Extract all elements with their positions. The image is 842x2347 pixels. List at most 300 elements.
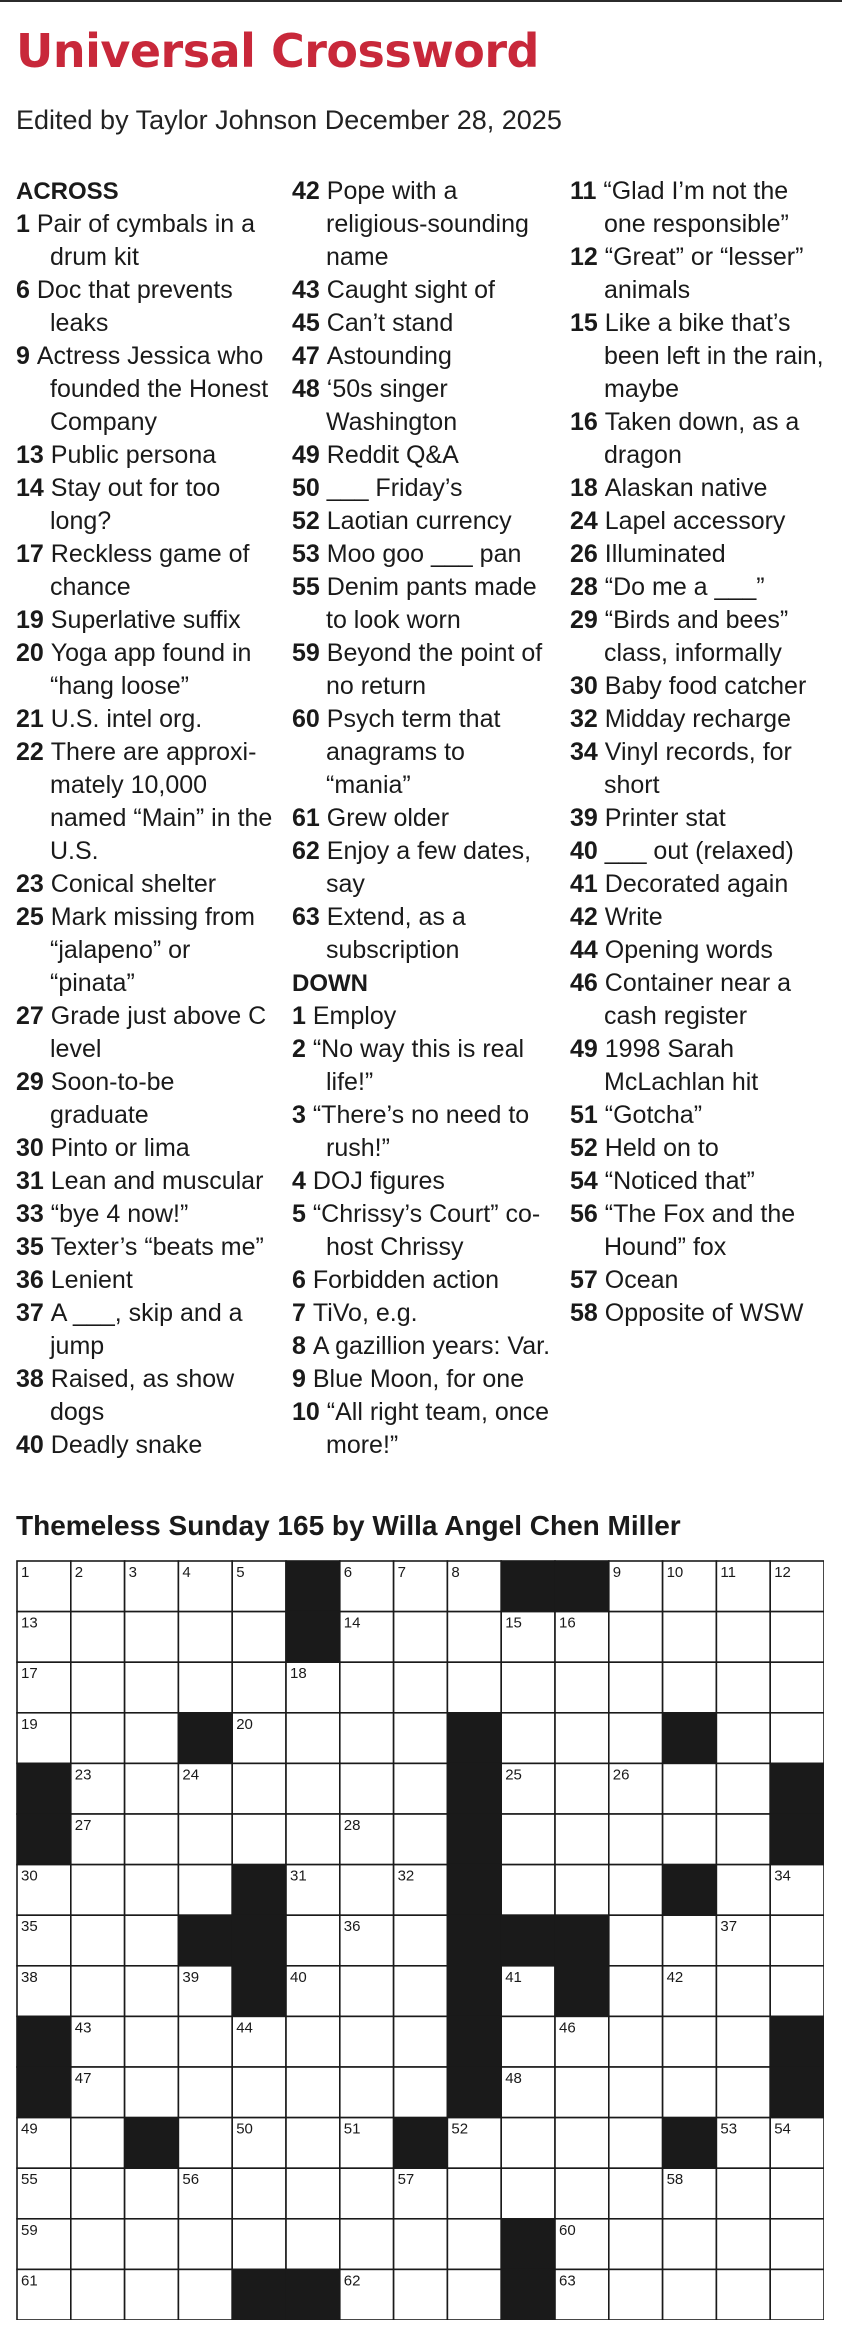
grid-cell[interactable] [663, 2269, 717, 2320]
clue-number: 42 [292, 177, 327, 205]
clue-column-1 [16, 175, 278, 1462]
grid-cell[interactable] [609, 1713, 663, 1764]
grid-cell[interactable] [501, 2118, 555, 2169]
across-clue-19 [16, 604, 278, 637]
grid-cell[interactable] [125, 1865, 179, 1916]
clue-number: 41 [570, 870, 605, 898]
cell-number: 36 [343, 1918, 361, 1936]
grid-cell[interactable] [232, 1814, 286, 1865]
grid-cell[interactable] [232, 1612, 286, 1663]
grid-cell[interactable] [716, 1763, 770, 1814]
grid-cell[interactable] [71, 2269, 125, 2320]
clue-text: Vinyl records, for short [604, 738, 792, 799]
clue-text: “Glad I’m not the one responsible” [603, 177, 789, 238]
cell-number: 25 [505, 1766, 522, 1784]
grid-cell[interactable] [71, 2118, 125, 2169]
clue-text: Astounding [326, 342, 452, 370]
grid-cell[interactable] [555, 1865, 609, 1916]
grid-cell[interactable] [394, 1763, 448, 1814]
down-heading: DOWN [292, 970, 368, 997]
grid-cell[interactable] [663, 1612, 717, 1663]
black-square [555, 1915, 609, 1966]
black-square [663, 2118, 717, 2169]
down-clue-24 [570, 505, 832, 538]
clue-number: 25 [16, 903, 51, 931]
black-square [17, 2016, 71, 2067]
clue-text: Taken down, as a dragon [604, 408, 800, 469]
grid-cell[interactable] [609, 1915, 663, 1966]
down-clue-51 [570, 1099, 832, 1132]
across-clue-38 [16, 1363, 278, 1429]
clue-number: 23 [16, 870, 51, 898]
grid-cell[interactable] [394, 1915, 448, 1966]
clue-text: A ___, skip and a jump [50, 1299, 243, 1360]
grid-cell[interactable] [501, 1713, 555, 1764]
grid-cell[interactable] [125, 1966, 179, 2017]
clue-text: Deadly snake [50, 1431, 203, 1459]
grid-cell[interactable] [178, 2067, 232, 2118]
cell-number: 51 [343, 2120, 361, 2138]
grid-cell[interactable] [178, 1865, 232, 1916]
grid-cell[interactable] [663, 2016, 717, 2067]
grid-cell[interactable] [394, 2016, 448, 2067]
grid-cell[interactable] [178, 2016, 232, 2067]
black-square [286, 2269, 340, 2320]
byline: Edited by Taylor Johnson December 28, 2025 [16, 105, 562, 135]
grid-cell[interactable] [71, 1713, 125, 1764]
grid-cell[interactable] [770, 1662, 824, 1713]
grid-cell[interactable] [501, 1662, 555, 1713]
grid-cell[interactable] [394, 2067, 448, 2118]
clue-number: 21 [16, 705, 51, 733]
clue-text: “Birds and bees” class, informally [604, 606, 789, 667]
clue-number: 6 [16, 276, 37, 304]
grid-cell[interactable] [609, 1612, 663, 1663]
grid-cell[interactable] [125, 2067, 179, 2118]
cell-number: 24 [182, 1766, 200, 1784]
down-clue-49 [570, 1033, 832, 1099]
clue-text: Opposite of WSW [604, 1299, 804, 1327]
grid-cell[interactable] [178, 1814, 232, 1865]
grid-cell[interactable] [555, 2168, 609, 2219]
grid-cell[interactable] [609, 1865, 663, 1916]
black-square [232, 1865, 286, 1916]
clue-text: DOJ figures [312, 1167, 445, 1195]
grid-cell[interactable] [555, 1814, 609, 1865]
cell-number: 62 [343, 2272, 361, 2290]
clue-text: Actress Jessica who founded the Honest Company [36, 342, 269, 436]
down-clue-41 [570, 868, 832, 901]
grid-cell[interactable] [716, 1662, 770, 1713]
grid-cell[interactable] [501, 1814, 555, 1865]
clue-number: 30 [570, 672, 605, 700]
grid-cell[interactable] [394, 1713, 448, 1764]
down-clue-3 [292, 1099, 554, 1165]
cell-number: 55 [21, 2171, 38, 2189]
grid-cell[interactable] [770, 2168, 824, 2219]
grid-cell[interactable] [394, 1814, 448, 1865]
grid-cell[interactable] [716, 1814, 770, 1865]
grid-cell[interactable] [232, 2067, 286, 2118]
clue-text: ‘50s singer Washington [326, 375, 458, 436]
clue-number: 42 [570, 903, 605, 931]
across-clue-29 [16, 1066, 278, 1132]
cell-number: 5 [236, 1564, 245, 1581]
clue-number: 9 [292, 1365, 313, 1393]
grid-cell[interactable] [178, 1662, 232, 1713]
cell-number: 6 [343, 1564, 353, 1581]
clue-text: A gazillion years: Var. [312, 1332, 551, 1360]
clue-number: 52 [570, 1134, 605, 1162]
grid-cell[interactable] [125, 1662, 179, 1713]
clue-text: Soon-to-be graduate [50, 1068, 175, 1129]
clue-number: 58 [570, 1299, 605, 1327]
grid-cell[interactable] [71, 2168, 125, 2219]
black-square [555, 1966, 609, 2017]
across-clue-27 [16, 1000, 278, 1066]
across-clue-49 [292, 439, 554, 472]
grid-cell[interactable] [716, 1713, 770, 1764]
grid-cell[interactable] [125, 1612, 179, 1663]
across-clue-47 [292, 340, 554, 373]
grid-cell[interactable] [232, 2168, 286, 2219]
clue-number: 34 [570, 738, 605, 766]
across-clue-37 [16, 1297, 278, 1363]
grid-cell[interactable] [609, 2269, 663, 2320]
grid-cell[interactable] [71, 2219, 125, 2270]
grid-cell[interactable] [394, 1966, 448, 2017]
clue-text: Lean and muscular [50, 1167, 264, 1195]
grid-cell[interactable] [716, 1612, 770, 1663]
across-clue-21 [16, 703, 278, 736]
black-square [232, 1966, 286, 2017]
clue-number: 29 [570, 606, 605, 634]
cell-number: 7 [397, 1564, 406, 1581]
down-clue-1 [292, 1000, 554, 1033]
cell-number: 4 [182, 1564, 191, 1581]
grid-cell[interactable] [609, 2219, 663, 2270]
cell-number: 46 [559, 2019, 576, 2037]
cell-number: 18 [290, 1665, 307, 1683]
grid-cell[interactable] [501, 2168, 555, 2219]
across-clue-30 [16, 1132, 278, 1165]
clue-text: Decorated again [604, 870, 789, 898]
down-clue-39 [570, 802, 832, 835]
grid-cell[interactable] [178, 1612, 232, 1663]
cell-number: 50 [236, 2120, 253, 2138]
cell-number: 32 [397, 1867, 415, 1885]
grid-cell[interactable] [770, 1713, 824, 1764]
across-clue-53 [292, 538, 554, 571]
grid-cell[interactable] [609, 1966, 663, 2017]
grid-cell[interactable] [663, 1814, 717, 1865]
clue-number: 16 [570, 408, 605, 436]
clue-text: Pair of cymbals in a drum kit [36, 210, 255, 271]
grid-cell[interactable] [125, 1915, 179, 1966]
grid-cell[interactable] [663, 2219, 717, 2270]
cell-number: 44 [236, 2019, 253, 2037]
cell-number: 49 [21, 2120, 38, 2138]
clue-number: 4 [292, 1167, 313, 1195]
black-square [770, 1763, 824, 1814]
clue-number: 59 [292, 639, 327, 667]
down-clue-46 [570, 967, 832, 1033]
grid-cell[interactable] [286, 1814, 340, 1865]
grid-cell[interactable] [501, 2016, 555, 2067]
clue-number: 46 [570, 969, 605, 997]
grid-cell[interactable] [340, 1662, 394, 1713]
cell-number: 8 [451, 1564, 460, 1581]
grid-cell[interactable] [232, 1662, 286, 1713]
grid-cell[interactable] [663, 1763, 717, 1814]
down-clue-18 [570, 472, 832, 505]
grid-cell[interactable] [125, 1763, 179, 1814]
clue-number: 27 [16, 1002, 51, 1030]
cell-number: 11 [720, 1564, 736, 1581]
grid-cell[interactable] [716, 1966, 770, 2017]
clue-number: 35 [16, 1233, 51, 1261]
grid-cell[interactable] [447, 2219, 501, 2270]
clue-text: “Great” or “lesser” animals [604, 243, 804, 304]
down-clue-5 [292, 1198, 554, 1264]
grid-cell[interactable] [716, 1865, 770, 1916]
grid-cell[interactable] [340, 2219, 394, 2270]
cell-number: 15 [505, 1614, 522, 1632]
clue-number: 36 [16, 1266, 51, 1294]
black-square [447, 1915, 501, 1966]
grid-cell[interactable] [609, 1814, 663, 1865]
clue-number: 40 [16, 1431, 51, 1459]
black-square [555, 1561, 609, 1612]
clue-text: Extend, as a subscription [326, 903, 466, 964]
grid-cell[interactable] [340, 1865, 394, 1916]
clue-number: 18 [570, 474, 605, 502]
down-clue-16 [570, 406, 832, 472]
grid-cell[interactable] [340, 1713, 394, 1764]
grid-cell[interactable] [716, 2168, 770, 2219]
cell-number: 10 [666, 1564, 684, 1581]
grid-cell[interactable] [286, 1713, 340, 1764]
cell-number: 40 [290, 1968, 307, 1986]
clue-number: 14 [16, 474, 51, 502]
down-clue-12 [570, 241, 832, 307]
grid-cell[interactable] [340, 1763, 394, 1814]
grid-cell[interactable] [340, 2067, 394, 2118]
across-clue-36 [16, 1264, 278, 1297]
across-clue-63 [292, 901, 554, 967]
grid-cell[interactable] [178, 2219, 232, 2270]
cell-number: 60 [559, 2221, 576, 2239]
grid-cell[interactable] [555, 2118, 609, 2169]
clue-text: Opening words [604, 936, 773, 964]
clue-text: Enjoy a few dates, say [326, 837, 532, 898]
clue-text: Lapel accessory [604, 507, 786, 535]
grid-cell[interactable] [340, 1966, 394, 2017]
clue-text: Doc that prevents leaks [36, 276, 233, 337]
across-clue-17 [16, 538, 278, 604]
clue-number: 48 [292, 375, 327, 403]
grid-cell[interactable] [447, 2269, 501, 2320]
cell-number: 1 [21, 1564, 30, 1581]
grid-cell[interactable] [663, 1662, 717, 1713]
grid-cell[interactable] [555, 1662, 609, 1713]
grid-cell[interactable] [555, 2067, 609, 2118]
cell-number: 28 [343, 1817, 361, 1834]
grid-cell[interactable] [125, 1713, 179, 1764]
clue-number: 61 [292, 804, 327, 832]
clue-number: 3 [292, 1101, 313, 1129]
grid-cell[interactable] [286, 2168, 340, 2219]
clue-text: Illuminated [604, 540, 726, 568]
grid-cell[interactable] [716, 2016, 770, 2067]
cell-number: 41 [505, 1968, 522, 1986]
grid-cell[interactable] [716, 2269, 770, 2320]
clue-text: Laotian currency [326, 507, 512, 535]
cell-number: 56 [182, 2171, 200, 2189]
grid-cell[interactable] [770, 1966, 824, 2017]
cell-number: 16 [559, 1614, 576, 1632]
clue-text: “Chrissy’s Court” co-host Chrissy [312, 1200, 541, 1261]
grid-cell[interactable] [232, 2219, 286, 2270]
black-square [447, 1763, 501, 1814]
grid-cell[interactable] [286, 1763, 340, 1814]
clue-number: 9 [16, 342, 37, 370]
grid-cell[interactable] [770, 2219, 824, 2270]
clue-text: Grade just above C level [50, 1002, 267, 1063]
grid-cell[interactable] [609, 2067, 663, 2118]
grid-cell[interactable] [394, 2269, 448, 2320]
clue-number: 56 [570, 1200, 605, 1228]
grid-cell[interactable] [286, 2067, 340, 2118]
clue-number: 49 [570, 1035, 605, 1063]
black-square [770, 2067, 824, 2118]
across-clue-14 [16, 472, 278, 538]
grid-cell[interactable] [340, 2016, 394, 2067]
grid-cell[interactable] [71, 1865, 125, 1916]
grid-cell[interactable] [125, 2168, 179, 2219]
clue-text: ___ out (relaxed) [604, 837, 794, 865]
grid-cell[interactable] [447, 1662, 501, 1713]
clue-number: 19 [16, 606, 51, 634]
grid-cell[interactable] [555, 1713, 609, 1764]
grid-cell[interactable] [609, 2118, 663, 2169]
black-square [232, 2269, 286, 2320]
clue-text: Yoga app found in “hang loose” [50, 639, 252, 700]
across-clue-45 [292, 307, 554, 340]
grid-cell[interactable] [71, 1662, 125, 1713]
clue-text: ___ Friday’s [326, 474, 463, 502]
grid-cell[interactable] [71, 1915, 125, 1966]
down-clue-6 [292, 1264, 554, 1297]
clue-number: 29 [16, 1068, 51, 1096]
clue-text: “No way this is real life!” [312, 1035, 525, 1096]
down-clue-28 [570, 571, 832, 604]
grid-cell[interactable] [178, 2269, 232, 2320]
grid-cell[interactable] [340, 2168, 394, 2219]
grid-cell[interactable] [71, 1612, 125, 1663]
grid-cell[interactable] [394, 1612, 448, 1663]
clue-number: 62 [292, 837, 327, 865]
grid-cell[interactable] [125, 2016, 179, 2067]
down-clue-54 [570, 1165, 832, 1198]
clue-number: 2 [292, 1035, 313, 1063]
clue-text: Forbidden action [312, 1266, 500, 1294]
across-clue-59 [292, 637, 554, 703]
grid-cell[interactable] [71, 1966, 125, 2017]
grid-cell[interactable] [609, 1662, 663, 1713]
cell-number: 43 [74, 2019, 92, 2037]
clue-number: 49 [292, 441, 327, 469]
grid-cell[interactable] [663, 2067, 717, 2118]
grid-cell[interactable] [232, 1763, 286, 1814]
clue-text: TiVo, e.g. [312, 1299, 418, 1327]
grid-cell[interactable] [178, 2118, 232, 2169]
grid-cell[interactable] [555, 1763, 609, 1814]
across-clue-43 [292, 274, 554, 307]
cell-number: 39 [182, 1968, 200, 1986]
down-clue-40 [570, 835, 832, 868]
grid-cell[interactable] [286, 2118, 340, 2169]
grid-cell[interactable] [716, 2067, 770, 2118]
cell-number: 17 [21, 1665, 38, 1683]
grid-cell[interactable] [286, 2016, 340, 2067]
grid-cell[interactable] [447, 2168, 501, 2219]
grid-cell[interactable] [286, 1915, 340, 1966]
grid-cell[interactable] [125, 1814, 179, 1865]
black-square [178, 1915, 232, 1966]
across-clue-52 [292, 505, 554, 538]
down-clue-9 [292, 1363, 554, 1396]
clue-number: 12 [570, 243, 605, 271]
cell-number: 9 [612, 1564, 622, 1581]
down-clue-7 [292, 1297, 554, 1330]
grid-cell[interactable] [609, 2168, 663, 2219]
grid-cell[interactable] [609, 2016, 663, 2067]
grid-cell[interactable] [770, 1612, 824, 1663]
clue-number: 17 [16, 540, 51, 568]
grid-cell[interactable] [125, 2269, 179, 2320]
clue-number: 1 [292, 1002, 313, 1030]
grid-cell[interactable] [394, 1662, 448, 1713]
grid-cell[interactable] [447, 1612, 501, 1663]
cell-number: 30 [21, 1867, 38, 1885]
grid-cell[interactable] [286, 2219, 340, 2270]
black-square [501, 1561, 555, 1612]
cell-number: 23 [74, 1766, 92, 1784]
across-clue-22 [16, 736, 278, 868]
black-square [17, 2067, 71, 2118]
clue-number: 37 [16, 1299, 51, 1327]
black-square [770, 2016, 824, 2067]
grid-cell[interactable] [716, 2219, 770, 2270]
clue-number: 8 [292, 1332, 313, 1360]
grid-cell[interactable] [663, 1915, 717, 1966]
clue-number: 24 [570, 507, 605, 535]
clue-text: Raised, as show dogs [50, 1365, 235, 1426]
grid-cell[interactable] [770, 1915, 824, 1966]
black-square [394, 2118, 448, 2169]
clue-text: “Do me a ___” [604, 573, 765, 601]
grid-cell[interactable] [770, 2269, 824, 2320]
grid-cell[interactable] [394, 2219, 448, 2270]
cell-number: 47 [74, 2070, 92, 2087]
grid-cell[interactable] [501, 1865, 555, 1916]
cell-number: 42 [666, 1968, 684, 1986]
across-clue-20 [16, 637, 278, 703]
clue-text: Can’t stand [326, 309, 454, 337]
grid-cell[interactable] [125, 2219, 179, 2270]
clue-number: 53 [292, 540, 327, 568]
